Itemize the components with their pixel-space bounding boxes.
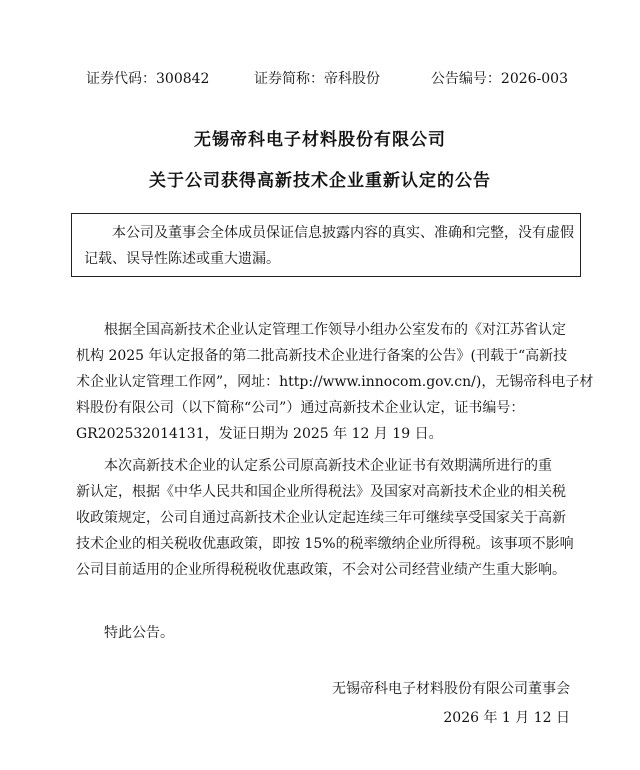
paragraph-line: 技术企业的相关税收优惠政策，即按 15%的税率缴纳企业所得税。该事项不影响 bbox=[76, 536, 574, 552]
announcement-header bbox=[86, 68, 568, 88]
signature-date: 2026 年 1 月 12 日 bbox=[443, 710, 570, 726]
paragraph-line: 料股份有限公司（以下简称“公司”）通过高新技术企业认定，证书编号： bbox=[76, 400, 525, 416]
announcement-number: 公告编号：2026-003 bbox=[430, 71, 568, 87]
paragraph-line: 机构 2025 年认定报备的第二批高新技术企业进行备案的公告》(刊载于“高新技 bbox=[76, 348, 568, 364]
closing-text: 特此公告。 bbox=[104, 625, 174, 641]
paragraph-line: 根据全国高新技术企业认定管理工作领导小组办公室发布的《对江苏省认定 bbox=[104, 322, 566, 338]
stock-abbreviation: 证券简称：帝科股份 bbox=[254, 71, 380, 87]
paragraph-line: 本次高新技术企业的认定系公司原高新技术企业证书有效期满所进行的重 bbox=[104, 458, 552, 474]
announcement-title: 关于公司获得高新技术企业重新认定的公告 bbox=[149, 171, 491, 191]
disclosure-notice-box bbox=[71, 213, 581, 277]
signature-company: 无锡帝科电子材料股份有限公司董事会 bbox=[332, 681, 570, 697]
stock-code: 证券代码：300842 bbox=[86, 71, 210, 87]
paragraph-line: 公司目前适用的企业所得税税收优惠政策，不会对公司经营业绩产生重大影响。 bbox=[76, 562, 566, 578]
paragraph-tax-policy bbox=[76, 453, 576, 583]
paragraph-line: 新认定，根据《中华人民共和国企业所得税法》及国家对高新技术企业的相关税 bbox=[76, 484, 566, 500]
paragraph-certification bbox=[76, 317, 594, 447]
paragraph-line: 术企业认定管理工作网”，网址：http://www.innocom.gov.cn/)，无锡帝科电子材 bbox=[76, 374, 594, 390]
paragraph-line: GR202532014131，发证日期为 2025 年 12 月 19 日。 bbox=[76, 426, 443, 442]
notice-line: 记载、误导性陈述或重大遗漏。 bbox=[84, 251, 280, 267]
paragraph-line: 收政策规定，公司自通过高新技术企业认定起连续三年可继续享受国家关于高新 bbox=[76, 510, 566, 526]
notice-line: 本公司及董事会全体成员保证信息披露内容的真实、准确和完整，没有虚假 bbox=[112, 225, 574, 241]
company-title: 无锡帝科电子材料股份有限公司 bbox=[194, 130, 446, 150]
paragraph-closing bbox=[76, 620, 576, 646]
